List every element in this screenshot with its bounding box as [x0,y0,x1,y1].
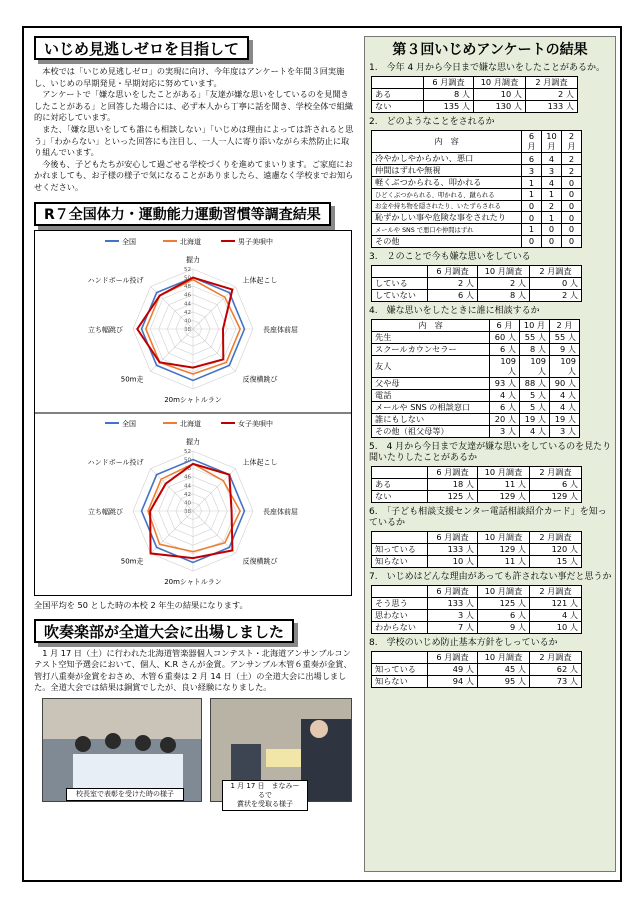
table-cell: 121 人 [530,597,582,609]
legend-label: 北海道 [180,237,201,246]
table-cell: 1 [542,212,562,224]
table-cell: 2 [562,153,582,165]
table-cell: 19 人 [520,413,550,425]
table-row [372,153,582,165]
table-cell: 0 [522,200,542,212]
table-cell: 0 [562,224,582,236]
result-table [371,76,578,113]
table-cell: 0 [562,177,582,189]
table-cell: 49 人 [428,663,478,675]
column-header: 10 月調査 [478,466,530,478]
table-cell: ある [372,478,428,490]
table-cell: 18 人 [428,478,478,490]
table-cell: 0 [542,224,562,236]
section-title-band: 吹奏楽部が全道大会に出場しました [34,619,294,643]
table-cell: 8 人 [520,343,550,355]
section-title-fitness: R７全国体力・運動能力運動習慣等調査結果 [34,202,331,226]
table-cell: わからない [372,621,428,633]
table-cell: 3 人 [428,609,478,621]
table-cell: 90 人 [550,377,580,389]
question-text: 4. 嫌な思いをしたときに誰に相談するか [369,305,540,316]
table-cell: そう思う [372,597,428,609]
table-cell: 125 人 [478,597,530,609]
radar-charts [34,230,352,596]
table-cell: 2 人 [526,89,578,101]
column-header: 10 月調査 [478,651,530,663]
table-cell: 5 人 [520,401,550,413]
column-header: 2 月 [550,319,580,331]
column-header: 6 月調査 [428,265,478,277]
tick-label: 42 [184,491,191,498]
photo-area [34,698,356,810]
tick-label: 38 [184,326,191,333]
survey-questions [365,63,615,688]
column-header [372,77,424,89]
table-cell: 10 人 [428,555,478,567]
table-row [372,177,582,189]
table-cell: している [372,277,428,289]
column-header: 2 月調査 [530,265,582,277]
table-cell: 0 [562,212,582,224]
axis-label: 長座体前屈 [263,325,298,334]
table-cell: 94 人 [428,675,478,687]
legend-label: 全国 [122,419,136,428]
table-cell: 知っている [372,663,428,675]
radar-chart-svg [35,231,351,595]
table-cell: 95 人 [478,675,530,687]
table-cell: 62 人 [530,663,582,675]
axis-label: 20mシャトルラン [164,395,222,404]
question-text: 1. 今年 4 月から今日まで嫌な思いをしたことがあるか。 [369,63,606,73]
table-header-row [372,585,582,597]
table-cell: 0 [542,235,562,247]
tick-label: 52 [184,266,191,273]
table-cell: 109 人 [490,355,520,377]
table-cell: 6 人 [428,289,478,301]
paragraph: アンケートで「嫌な思いをしたことがある」「友達が嫌な思いをしているのを見聞きしたことがある」と回答した場合には、必ず本人から丁寧に話を聞き、学校全体で組織的に対応しています。 [34,89,353,123]
table-cell: 109 人 [550,355,580,377]
table-row [372,675,582,687]
legend-label: 全国 [122,237,136,246]
table-row [372,621,582,633]
table-cell: 0 [562,235,582,247]
axis-label: 上体起こし [242,276,278,285]
band-text: 1 月 17 日（土）に行われた北海道管楽器個人コンテスト・北海道アンサンブルコンテスト空知予選会において、個人、K.R さんが金賞。アンサンブル木管６重奏が金賞、管打八重奏が金賞をおさめ、木管６重奏は 2 月 14 日（土）の全道大会に出場しました。全道大会では結果は銅賞でしたが、良い経験になりました。 [34,647,352,693]
table-cell: 129 人 [478,490,530,502]
table-cell: 3 [522,165,542,177]
table-cell: 0 人 [530,277,582,289]
axis-label: 50m走 [120,557,144,566]
legend-label: 女子美唄中 [238,419,273,428]
table-cell: 知らない [372,555,428,567]
table-cell: ない [372,490,428,502]
column-header [372,265,428,277]
table-cell: 0 [522,235,542,247]
tick-label: 44 [184,482,191,489]
column-header: 内 容 [372,319,490,331]
table-cell: 父や母 [372,377,490,389]
column-header: 2 月調査 [530,531,582,543]
table-cell: 2 人 [478,277,530,289]
table-row [372,200,582,212]
table-cell: 3 人 [490,425,520,437]
axis-label: 握力 [186,437,200,446]
table-row [372,490,582,502]
table-cell: 129 人 [530,490,582,502]
column-header [372,651,428,663]
column-header: 6 月調査 [428,531,478,543]
table-cell: 4 人 [490,389,520,401]
table-cell: 3 人 [550,425,580,437]
question-text: 2. どのようなことをされるか [369,117,495,127]
table-cell: 55 人 [550,331,580,343]
table-cell: 8 人 [424,89,474,101]
column-header: 2 月調査 [530,466,582,478]
column-header: 10 月調査 [478,531,530,543]
column-header: 6 月調査 [428,466,478,478]
table-cell: 6 人 [478,609,530,621]
tick-label: 50 [184,457,191,464]
section-title-bullying: いじめ見逃しゼロを目指して [34,36,249,60]
table-cell: 10 人 [530,621,582,633]
table-row [372,165,582,177]
table-row [372,389,580,401]
table-cell: 0 [522,212,542,224]
award-photo-principal [42,698,202,802]
legend-label: 男子美唄中 [238,237,273,246]
table-cell: スクールカウンセラー [372,343,490,355]
column-header: 2 月調査 [530,651,582,663]
table-cell: 10 人 [474,89,526,101]
paragraph: 今後も、子どもたちが安心して過ごせる学校づくりを進めてまいります。ご家庭におかれましても、お子様の様子で気になることがありましたら、遠慮なく学校までお知らせください。 [34,158,354,192]
column-header: 内 容 [372,131,522,153]
table-cell: 7 人 [428,621,478,633]
result-table [371,651,582,688]
table-header-row [372,531,582,543]
table-cell: 19 人 [550,413,580,425]
axis-label: 長座体前屈 [263,507,298,516]
table-header-row [372,651,582,663]
table-row [372,224,582,236]
table-cell: していない [372,289,428,301]
table-cell: 109 人 [520,355,550,377]
tick-label: 40 [184,317,191,324]
result-table [371,531,582,568]
table-cell: 129 人 [478,543,530,555]
table-cell: 4 [542,177,562,189]
table-header-row [372,466,582,478]
column-header: 2月 [562,131,582,153]
table-cell: 133 人 [428,543,478,555]
table-cell: 誰にもしない [372,413,490,425]
result-table [371,319,580,438]
table-cell: 73 人 [530,675,582,687]
table-cell: 2 人 [530,289,582,301]
table-row [372,212,582,224]
column-header: 6 月 [490,319,520,331]
table-cell: ある [372,89,424,101]
table-cell: 11 人 [478,555,530,567]
tick-label: 44 [184,300,191,307]
table-cell: 冷やかしやからかい、悪口 [372,153,522,165]
table-cell: 135 人 [424,101,474,113]
table-row [372,478,582,490]
table-cell: お金や持ち物を隠されたり、いたずらされる [372,200,522,212]
axis-label: 反復横跳び [242,557,278,566]
tick-label: 38 [184,508,191,515]
result-table [371,585,582,634]
table-cell: 4 人 [520,425,550,437]
photo-caption [222,780,308,811]
axis-label: 立ち幅跳び [88,325,123,334]
column-header: 10 月 [520,319,550,331]
table-cell: 120 人 [530,543,582,555]
table-row [372,89,578,101]
column-header: 6月 [522,131,542,153]
table-cell: 軽くぶつかられる、叩かれる [372,177,522,189]
table-cell: ない [372,101,424,113]
table-cell: 4 人 [550,401,580,413]
table-cell: その他 [372,235,522,247]
table-header-row [372,131,582,153]
table-row [372,331,580,343]
table-row [372,377,580,389]
caption-line: 1 月 17 日 まなみーるで [230,781,300,799]
table-cell: 20 人 [490,413,520,425]
table-row [372,289,582,301]
column-header: 10月 [542,131,562,153]
table-row [372,609,582,621]
tick-label: 40 [184,499,191,506]
table-cell: 知っている [372,543,428,555]
caption-line: 賞状を受取る様子 [237,799,293,808]
table-row [372,277,582,289]
survey-results-panel [364,36,616,872]
table-cell: 3 [542,165,562,177]
table-cell: 2 [562,165,582,177]
table-row [372,401,580,413]
table-cell: 93 人 [490,377,520,389]
table-row [372,425,580,437]
column-header: 2 月調査 [530,585,582,597]
table-cell: 6 [522,153,542,165]
axis-label: 反復横跳び [242,375,278,384]
tick-label: 48 [184,465,191,472]
table-cell: 仲間はずれや無視 [372,165,522,177]
result-table [371,466,582,503]
tick-label: 46 [184,292,191,299]
newsletter-page [22,26,622,882]
table-cell: その他（祖父母等） [372,425,490,437]
column-header: 10 月調査 [474,77,526,89]
table-cell: 2 人 [428,277,478,289]
result-table [371,130,582,248]
table-cell: 8 人 [478,289,530,301]
axis-label: 20mシャトルラン [164,577,222,586]
left-column [34,36,356,810]
table-row [372,189,582,201]
table-cell: 1 [522,224,542,236]
column-header: 6 月調査 [424,77,474,89]
tick-label: 52 [184,448,191,455]
question-text: 8. 学校のいじめ防止基本方針をしっているか [369,637,558,648]
photo-caption: 校長室で表彰を受けた時の様子 [66,788,184,801]
table-row [372,543,582,555]
table-cell: 88 人 [520,377,550,389]
table-cell: 4 人 [530,609,582,621]
tick-label: 42 [184,309,191,316]
table-cell: 4 [542,153,562,165]
column-header: 10 月調査 [478,585,530,597]
legend-label: 北海道 [180,419,201,428]
bullying-text [34,66,356,194]
column-header [372,466,428,478]
tick-label: 50 [184,275,191,282]
table-cell: メールや SNS の相談窓口 [372,401,490,413]
table-cell: 電話 [372,389,490,401]
table-cell: 9 人 [478,621,530,633]
table-cell: 2 [542,200,562,212]
table-cell: 0 [562,189,582,201]
axis-label: ハンドボール投げ [87,458,144,467]
table-row [372,101,578,113]
table-cell: 133 人 [526,101,578,113]
question-text: 3. ２のことで今も嫌な思いをしている [369,251,531,262]
table-cell: 125 人 [428,490,478,502]
paragraph: また、「嫌な思いをしても誰にも相談しない」「いじめは理由によっては許されると思う」「わからない」といった回答にも注目し、一人一人に寄り添いながら未然防止に取り組んでいます。 [34,123,354,158]
column-header: 6 月調査 [428,585,478,597]
table-cell: 友人 [372,355,490,377]
table-row [372,235,582,247]
table-row [372,413,580,425]
table-cell: メールや SNS で悪口や仲間はずれ [372,224,522,236]
table-cell: 60 人 [490,331,520,343]
table-header-row [372,77,578,89]
column-header [372,585,428,597]
table-cell: 0 [562,200,582,212]
table-cell: 45 人 [478,663,530,675]
axis-label: 上体起こし [242,458,278,467]
paragraph: 本校では「いじめ見逃しゼロ」の実現に向け、今年度はアンケートを年間３回実施し、いじめの早期発見・早期対応に努めています。 [34,66,345,88]
question-text: 6. 「子ども相談支援センター電話相談紹介カード」を知っているか [369,506,607,528]
table-cell: 9 人 [550,343,580,355]
table-cell: 恥ずかしい事や危険な事をされたり [372,212,522,224]
question-text: 5. 4 月から今日まで友達が嫌な思いをしているのを見たり聞いたりしたことがあるか [369,441,612,463]
axis-label: 50m走 [120,375,144,384]
photo-image [43,699,201,801]
table-cell: 1 [522,189,542,201]
table-cell: 5 人 [520,389,550,401]
column-header: 10 月調査 [478,265,530,277]
fitness-note: 全国平均を 50 とした時の本校 2 年生の結果になります。 [34,599,248,610]
table-cell: 思わない [372,609,428,621]
table-cell: 1 [522,177,542,189]
table-header-row [372,265,582,277]
table-cell: 6 人 [490,343,520,355]
column-header: 2 月調査 [526,77,578,89]
tick-label: 48 [184,283,191,290]
result-table [371,265,582,302]
table-cell: 15 人 [530,555,582,567]
table-cell: 133 人 [428,597,478,609]
column-header [372,531,428,543]
axis-label: 握力 [186,255,200,264]
table-cell: 11 人 [478,478,530,490]
survey-title: 第３回いじめアンケートの結果 [392,42,588,58]
table-cell: ひどくぶつかられる、叩かれる、蹴られる [372,189,522,201]
table-row [372,663,582,675]
table-cell: 先生 [372,331,490,343]
table-row [372,355,580,377]
table-row [372,597,582,609]
table-cell: 知らない [372,675,428,687]
table-cell: 4 人 [550,389,580,401]
axis-label: ハンドボール投げ [87,276,144,285]
table-row [372,343,580,355]
table-row [372,555,582,567]
table-cell: 55 人 [520,331,550,343]
table-cell: 130 人 [474,101,526,113]
table-cell: 6 人 [530,478,582,490]
column-header: 6 月調査 [428,651,478,663]
table-cell: 1 [542,189,562,201]
axis-label: 立ち幅跳び [88,507,123,516]
table-cell: 6 人 [490,401,520,413]
tick-label: 46 [184,474,191,481]
table-header-row [372,319,580,331]
question-text: 7. いじめはどんな理由があっても許されない事だと思うか [369,571,612,582]
